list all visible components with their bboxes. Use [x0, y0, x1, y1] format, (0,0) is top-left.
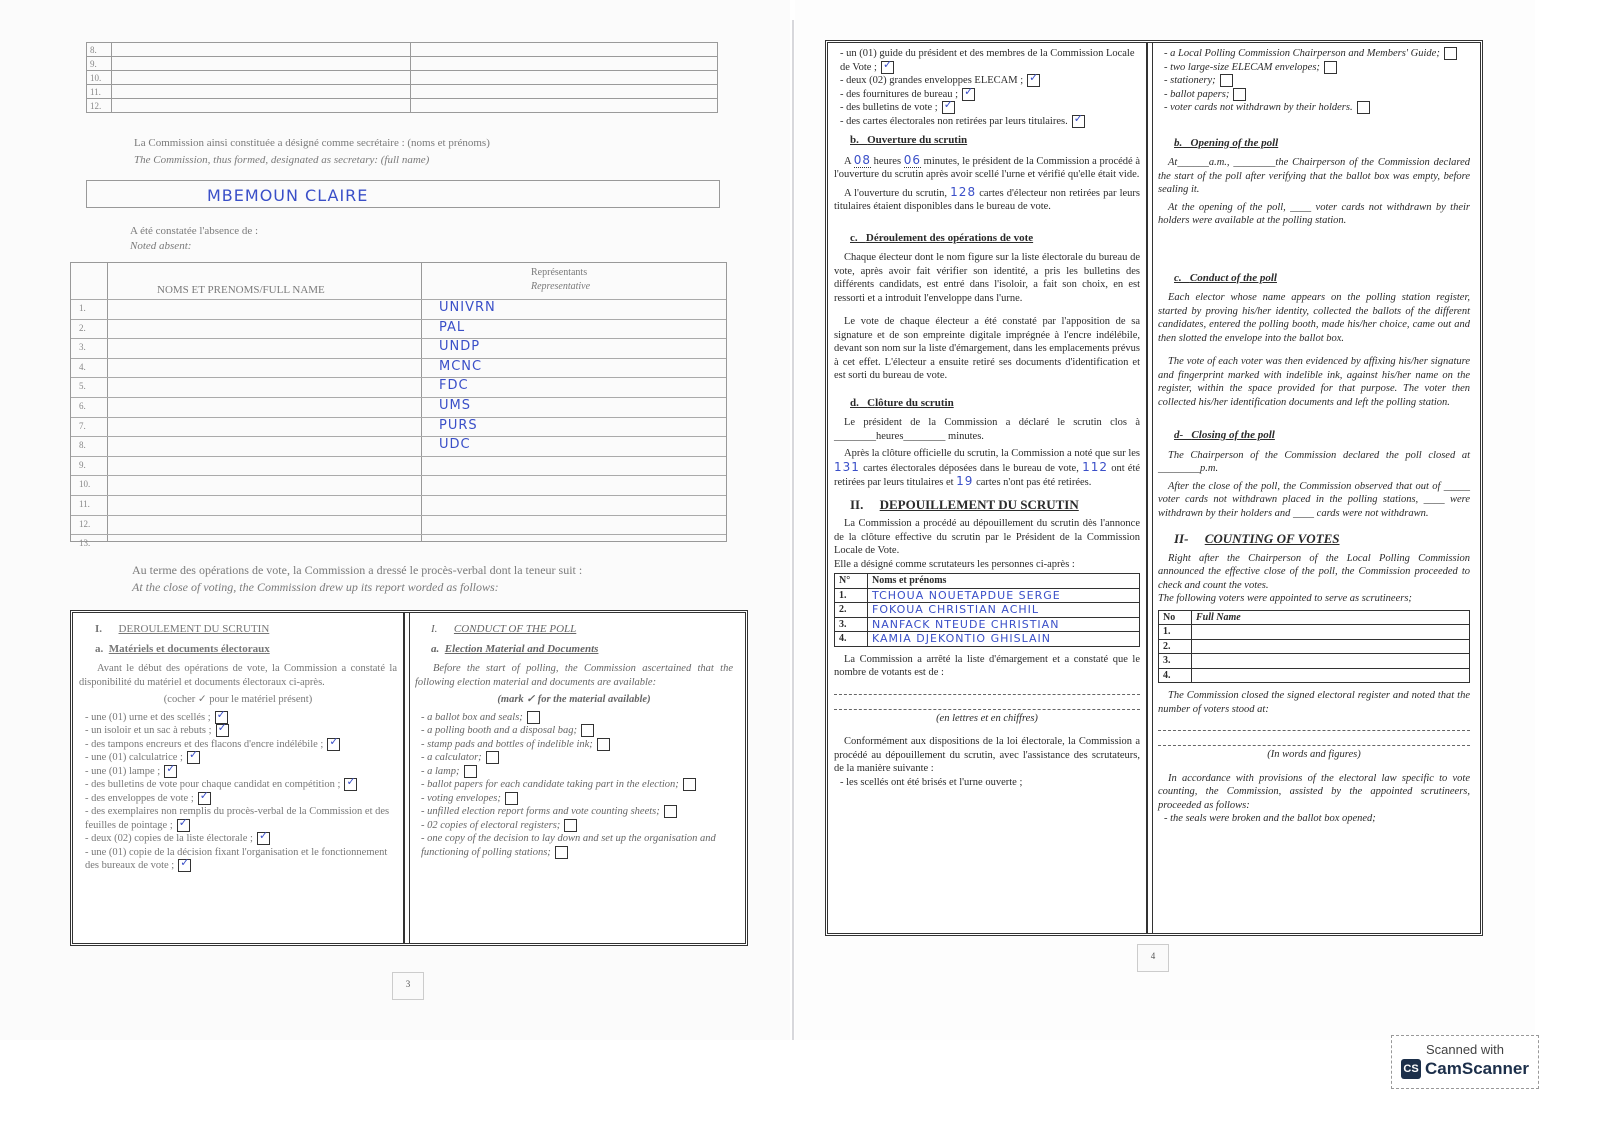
- text: cartes d'électeur non retirées par leurs titulaires étaient disponibles dans le bureau de vote.: [834, 187, 1141, 212]
- table-row: [835, 632, 1140, 647]
- heading-text: Opening of the poll: [1190, 136, 1279, 149]
- header-no: No: [1159, 610, 1192, 625]
- checklist-item-label: - une (01) calculatrice ;: [85, 752, 183, 763]
- text: minutes, le président de la Commission a procédé à l'ouverture du scrutin après avoir scellé l'urne et vérifié qu'elle était vide.: [834, 155, 1141, 180]
- checklist-item: [79, 724, 397, 738]
- checklist-item: [834, 101, 1140, 115]
- checklist-item: [79, 832, 397, 846]
- closing-cards-text: After the close of the poll, the Commission observed that out of _____ voter cards not withdrawn placed in the polling stations, ____ were withdrawn by their holders and ____ cards were not withdrawn.: [1158, 480, 1470, 519]
- checklist-item: [415, 792, 733, 806]
- checklist-item: [834, 115, 1140, 129]
- table-row: [835, 617, 1140, 632]
- opening-heading: b. Opening of the poll: [1174, 136, 1279, 149]
- table-header-row: [1159, 610, 1470, 625]
- checklist-item-label: - ballot papers for each candidate taking part in the election;: [421, 779, 679, 790]
- checked-checkbox-icon[interactable]: [942, 101, 955, 114]
- empty-checkbox-icon[interactable]: [555, 846, 568, 859]
- header-name: Noms et prénoms: [868, 574, 1140, 589]
- checklist-item: [1158, 47, 1470, 61]
- representative-cell[interactable]: UNDP: [439, 339, 481, 355]
- cell: [411, 43, 718, 57]
- watermark-line1: Scanned with: [1425, 1042, 1505, 1057]
- checklist-item: [79, 792, 397, 806]
- fr-checklist-continued: [834, 47, 1140, 128]
- conduct-paragraph-2: Le vote de chaque électeur a été constaté par l'apposition de sa signature et de son empreinte digitale imprégnée à l'encre indélébile, devant son nom sur la liste d'émargement, dans les emplacements prévus à cet effet. L'électeur a ensuite retiré ses documents d'identification et est sorti du bureau de vote.: [834, 316, 1140, 381]
- text: heures: [873, 155, 902, 167]
- checklist-item-label: - des cartes électorales non retirées par leurs titulaires.: [840, 115, 1068, 127]
- cell: [112, 57, 411, 71]
- checklist-item-label: - des bulletins de vote pour chaque candidat en compétition ;: [85, 779, 341, 790]
- checklist-item: [79, 846, 397, 873]
- checklist-item-label: - des enveloppes de vote ;: [85, 792, 194, 804]
- cell: [411, 85, 718, 99]
- heading-text: Déroulement des opérations de vote: [865, 231, 1034, 244]
- row-number: 5.: [79, 381, 86, 392]
- checklist-item: [415, 819, 733, 833]
- table-row: [71, 456, 726, 476]
- checklist-item-label: - un isoloir et un sac à rebuts ;: [85, 725, 212, 736]
- scrutineers-table: [1158, 610, 1470, 684]
- table-row: [835, 603, 1140, 618]
- row-number: 6.: [79, 400, 86, 411]
- conduct-paragraph-2: The vote of each voter was then evidenced by affixing his/her signature and fingerprint marked with indelible ink, against his/her name on the register, within the space provided for that purpose. The voter then collected his/her identification documents and left the polling station.: [1158, 356, 1470, 408]
- row-number: 12.: [87, 99, 112, 113]
- checklist-item: [79, 805, 397, 832]
- counting-paragraph: La Commission a procédé au dépouillement du scrutin dès l'annonce de la clôture effective du scrutin par le Président de la Commission Locale de Vote.: [834, 518, 1140, 556]
- closing-time-text: The Chairperson of the Commission declared the poll closed at ________p.m.: [1158, 449, 1470, 474]
- checked-checkbox-icon[interactable]: [187, 751, 200, 764]
- checklist-item: [834, 47, 1140, 74]
- checked-checkbox-icon[interactable]: [164, 765, 177, 778]
- table-row: [71, 515, 726, 535]
- section-heading: [95, 623, 397, 637]
- cell: [112, 85, 411, 99]
- closing-heading: d- Closing of the poll: [1174, 429, 1275, 441]
- checklist-item-label: - des exemplaires non remplis du procès-verbal de la Commission et des feuilles de pointage ;: [85, 806, 390, 831]
- representative-cell[interactable]: FDC: [439, 378, 469, 394]
- checklist-item-label: - une (01) copie de la décision fixant l'organisation et le fonctionnement des bureaux de vote ;: [85, 846, 388, 871]
- opening-time-text: At______a.m., ________the Chairperson of the Commission declared the start of the poll after verifying that the ballot box was empty, before sealing it.: [1158, 157, 1470, 195]
- scrutineer-name[interactable]: NANFACK NTEUDE CHRISTIAN: [868, 617, 1140, 632]
- conduct-paragraph-1: Each elector whose name appears on the polling station register, started by proving his/her identity, collected the ballots of the different candidates, entered the polling booth, made his/her choice, came out and then slotted the envelope into the ballot box.: [1158, 292, 1470, 344]
- opening-cards-text: At the opening of the poll, ____ voter cards not withdrawn by their holders were available at the polling station.: [1158, 201, 1470, 226]
- text: A l'ouverture du scrutin,: [844, 187, 948, 199]
- empty-checkbox-icon[interactable]: [597, 738, 610, 751]
- checklist-item-label: - voting envelopes;: [421, 792, 501, 804]
- left-page: [0, 0, 790, 1040]
- heading-text: Closing of the poll: [1191, 429, 1275, 441]
- cell: [411, 99, 718, 113]
- opening-cards-text: [834, 186, 1140, 214]
- watermark-brand: [1392, 1059, 1538, 1079]
- empty-checkbox-icon[interactable]: [683, 778, 696, 791]
- empty-checkbox-icon[interactable]: [505, 792, 518, 805]
- row-number: 4.: [79, 361, 86, 372]
- right-page: [795, 0, 1535, 1040]
- table-row: [71, 299, 726, 319]
- empty-checkbox-icon[interactable]: [1324, 61, 1337, 74]
- empty-checkbox-icon[interactable]: [581, 724, 594, 737]
- instruction-text: (cocher ✓ pour le matériel présent): [163, 694, 313, 705]
- row-number: 3.: [835, 617, 868, 632]
- closing-time-text: Le président de la Commission a déclaré le scrutin clos à ________heures________ minutes.: [834, 417, 1140, 442]
- row-number: 11.: [87, 85, 112, 99]
- checklist-item-label: - a ballot box and seals;: [421, 711, 523, 723]
- empty-checkbox-icon[interactable]: [464, 765, 477, 778]
- law-paragraph: Conformément aux dispositions de la loi électorale, la Commission a procédé au dépouillement du scrutin, avec l'assistance des scrutateurs, de la manière suivante :: [834, 736, 1140, 774]
- section-number: II.: [850, 496, 864, 512]
- checklist-item-label: - des tampons encreurs et des flacons d'encre indélébile ;: [85, 738, 324, 750]
- scrutineers-table: [834, 573, 1140, 647]
- checked-checkbox-icon[interactable]: [962, 88, 975, 101]
- empty-checkbox-icon[interactable]: [486, 751, 499, 764]
- subsection-heading: [431, 643, 733, 657]
- empty-checkbox-icon[interactable]: [527, 711, 540, 724]
- closing-cards-text: [834, 447, 1140, 490]
- header-no: N°: [835, 574, 868, 589]
- opening-cards-value: 128: [950, 184, 977, 199]
- section-number: II-: [1174, 531, 1189, 546]
- representative-cell[interactable]: PURS: [439, 417, 478, 433]
- checklist-item-label: - stamp pads and bottles of indelible ink;: [421, 738, 593, 750]
- header-representative-fr: Représentants: [531, 267, 588, 278]
- header-full-name: NOMS ET PRENOMS/FULL NAME: [157, 284, 325, 296]
- scrutineer-name[interactable]: [1192, 625, 1470, 640]
- checklist-item: [834, 88, 1140, 102]
- checklist-item-label: - une (01) lampe ;: [85, 765, 161, 777]
- checklist-item-label: - ballot papers;: [1164, 88, 1230, 100]
- counting-heading: [1174, 532, 1470, 546]
- checklist-item: [79, 751, 397, 765]
- scrutineer-rows: [1159, 625, 1470, 683]
- row-number: 4.: [835, 632, 868, 647]
- checklist-item: [415, 805, 733, 819]
- table-row: [71, 417, 726, 437]
- checklist-item-label: - un (01) guide du président et des membres de la Commission Locale de Vote ;: [840, 48, 1135, 73]
- empty-checkbox-icon[interactable]: [664, 805, 677, 818]
- text: cartes électorales déposées dans le bureau de vote,: [863, 462, 1079, 474]
- row-number: 9.: [79, 459, 86, 470]
- checklist-item: [1158, 74, 1470, 88]
- representative-cell[interactable]: UMS: [439, 397, 471, 413]
- heading-text: Conduct of the poll: [1189, 271, 1277, 284]
- checklist-item-label: - stationery;: [1164, 75, 1216, 86]
- law-item: - les scellés ont été brisés et l'urne ouverte ;: [840, 776, 1023, 788]
- checklist-item-label: - a Local Polling Commission Chairperson and Members' Guide;: [1164, 48, 1440, 59]
- table-row: [835, 588, 1140, 603]
- row-number: 2.: [79, 322, 86, 333]
- conduct-heading: c. Déroulement des opérations de vote: [850, 231, 1034, 244]
- table-row: [87, 57, 718, 71]
- checked-checkbox-icon[interactable]: [881, 61, 894, 74]
- empty-checkbox-icon[interactable]: [1220, 74, 1233, 87]
- checklist-item: [415, 724, 733, 738]
- section-title: CONDUCT OF THE POLL: [453, 623, 577, 635]
- row-number: 3.: [79, 342, 86, 353]
- checked-checkbox-icon[interactable]: [344, 778, 357, 791]
- scrutineers-intro: The following voters were appointed to serve as scrutineers;: [1158, 593, 1412, 604]
- table-row: [87, 43, 718, 57]
- table-row: [1159, 639, 1470, 654]
- secretary-label-en: The Commission, thus formed, designated as secretary: (full name): [134, 154, 430, 166]
- voters-count-field[interactable]: [1158, 718, 1470, 731]
- scrutineer-name[interactable]: FOKOUA CHRISTIAN ACHIL: [868, 603, 1140, 618]
- checklist-item: [79, 711, 397, 725]
- checklist-item: [79, 738, 397, 752]
- table-row: [71, 534, 726, 554]
- checklist-item-label: - one copy of the decision to lay down and set up the organisation and functioning of polling stations;: [421, 833, 716, 858]
- checklist-item-label: - une (01) urne et des scellés ;: [85, 711, 211, 723]
- empty-checkbox-icon[interactable]: [564, 819, 577, 832]
- row-number: 1.: [835, 588, 868, 603]
- secretary-field[interactable]: [86, 180, 720, 208]
- checklist-item-label: - voter cards not withdrawn by their holders.: [1164, 102, 1353, 113]
- row-number: 11.: [79, 498, 90, 509]
- checked-checkbox-icon[interactable]: [1072, 115, 1085, 128]
- section-title: DEROULEMENT DU SCRUTIN: [118, 623, 270, 635]
- checklist-item: [415, 738, 733, 752]
- heading-text: Ouverture du scrutin: [867, 134, 968, 146]
- absence-label-en: Noted absent:: [130, 240, 192, 252]
- camscanner-logo-icon: CS: [1401, 1059, 1421, 1079]
- representative-cell[interactable]: UDC: [439, 437, 471, 453]
- checklist-item-label: - des fournitures de bureau ;: [840, 88, 959, 100]
- checklist-item-label: - deux (02) copies de la liste électorale ;: [85, 833, 253, 844]
- scrutineer-name[interactable]: [1192, 639, 1470, 654]
- voters-count-text: La Commission a arrêté la liste d'émargement et a constaté que le nombre de votants est de :: [834, 653, 1140, 678]
- fr-column: [73, 613, 403, 943]
- empty-checkbox-icon[interactable]: [1357, 101, 1370, 114]
- checklist-item: [415, 751, 733, 765]
- table-row: [71, 319, 726, 339]
- checked-checkbox-icon[interactable]: [327, 738, 340, 751]
- members-table-continuation: [86, 42, 718, 113]
- closing-intro-fr: Au terme des opérations de vote, la Commission a dressé le procès-verbal dont la teneur suit :: [132, 563, 583, 577]
- intro-text: Avant le début des opérations de vote, la Commission a constaté la disponibilité du matériel et documents électoraux ci-après.: [79, 663, 397, 688]
- row-number: 10.: [79, 479, 91, 490]
- checklist-item: [79, 778, 397, 792]
- en-column: [1152, 43, 1476, 933]
- checklist-item-label: - 02 copies of electoral registers;: [421, 819, 561, 831]
- withdrawn-cards-value: 112: [1082, 459, 1108, 474]
- checklist-item-label: - unfilled election report forms and vote counting sheets;: [421, 806, 660, 817]
- checklist-item-label: - a calculator;: [421, 752, 482, 763]
- closing-heading: d. Clôture du scrutin: [850, 396, 954, 409]
- row-number: 4.: [1159, 668, 1192, 683]
- checklist-item-label: - a lamp;: [421, 765, 460, 777]
- row-number: 13.: [79, 538, 91, 549]
- en-checklist-continued: [1158, 47, 1470, 115]
- section-title: COUNTING OF VOTES: [1204, 531, 1340, 546]
- checklist-item: [1158, 61, 1470, 75]
- section-heading: [431, 623, 733, 637]
- absence-label-fr: A été constatée l'absence de :: [130, 225, 259, 237]
- checklist-item: [415, 711, 733, 725]
- representative-cell[interactable]: UNIVRN: [439, 300, 496, 315]
- row-number: 1.: [1159, 625, 1192, 640]
- absent-table: [70, 262, 727, 549]
- row-number: 10.: [87, 71, 112, 85]
- section-number: I.: [95, 623, 103, 635]
- scrutineer-name[interactable]: KAMIA DJEKONTIO GHISLAIN: [868, 632, 1140, 647]
- cell: [411, 71, 718, 85]
- header-name: Full Name: [1192, 610, 1470, 625]
- subsection-title: Election Material and Documents: [444, 642, 599, 655]
- voters-count-field[interactable]: [834, 682, 1140, 695]
- subsection-letter: a.: [431, 642, 440, 655]
- checked-checkbox-icon[interactable]: [198, 792, 211, 805]
- fr-column: [828, 43, 1146, 933]
- checked-checkbox-icon[interactable]: [1027, 74, 1040, 87]
- subsection-letter: a.: [95, 642, 104, 655]
- section-number: I.: [431, 623, 438, 635]
- watermark-line2: CamScanner: [1425, 1059, 1529, 1078]
- text: cartes n'ont pas été retirées.: [976, 477, 1092, 488]
- table-header-row: [835, 574, 1140, 589]
- checklist-item-label: - a polling booth and a disposal bag;: [421, 725, 578, 736]
- intro-text: Before the start of polling, the Commission ascertained that the following election material and documents are available:: [415, 663, 733, 688]
- table-row: [1159, 668, 1470, 683]
- opening-hours-value: 08: [853, 152, 871, 167]
- page-number: 4: [1137, 944, 1169, 972]
- table-row: [1159, 625, 1470, 640]
- checklist-item: [415, 765, 733, 779]
- text: ont été retirées par leurs titulaires et: [834, 462, 1141, 488]
- opening-heading: b. Ouverture du scrutin: [850, 134, 968, 146]
- closing-intro-en: At the close of voting, the Commission drew up its report worded as follows:: [132, 580, 499, 594]
- en-column: [409, 613, 739, 943]
- fr-checklist: [79, 711, 397, 873]
- table-row: [87, 85, 718, 99]
- conduct-of-poll-box: [70, 610, 748, 946]
- representative-cell[interactable]: MCNC: [439, 358, 483, 374]
- voters-count-field-2[interactable]: [1158, 733, 1470, 746]
- table-row: [71, 377, 726, 397]
- table-row: [71, 338, 726, 358]
- cell: [112, 99, 411, 113]
- row-number: 7.: [79, 420, 86, 431]
- table-row: [71, 397, 726, 417]
- scrutineer-name[interactable]: TCHOUA NOUETAPDUE SERGE: [868, 588, 1140, 603]
- checked-checkbox-icon[interactable]: [177, 819, 190, 832]
- table-row: [1159, 654, 1470, 669]
- row-number: 9.: [87, 57, 112, 71]
- row-number: 3.: [1159, 654, 1192, 669]
- law-item: - the seals were broken and the ballot box opened;: [1164, 813, 1376, 824]
- empty-checkbox-icon[interactable]: [1444, 47, 1457, 60]
- camscanner-watermark: [1391, 1035, 1539, 1089]
- checked-checkbox-icon[interactable]: [178, 859, 191, 872]
- heading-text: Clôture du scrutin: [867, 396, 954, 409]
- scrutineer-rows: [835, 588, 1140, 646]
- scrutineer-name[interactable]: [1192, 654, 1470, 669]
- page-number: 3: [392, 972, 424, 1000]
- conduct-paragraph-1: Chaque électeur dont le nom figure sur la liste électorale du bureau de vote, après avoir fait vérifier son identité, a pris les bulletins des différents candidats, est entré dans l'isoloir, a fait son choix, en est ressorti et a introduit l'enveloppe dans l'urne.: [834, 252, 1140, 304]
- row-number: 8.: [87, 43, 112, 57]
- subsection-heading: [95, 643, 397, 657]
- checklist-item: [834, 74, 1140, 88]
- table-row: [71, 358, 726, 378]
- counting-paragraph: Right after the Chairperson of the Local Polling Commission announced the effective close of the poll, the Commission proceeded to check and count the votes.: [1158, 552, 1470, 591]
- text: A: [844, 155, 852, 167]
- checked-checkbox-icon[interactable]: [257, 832, 270, 845]
- checklist-item: [415, 832, 733, 859]
- absent-rows: [71, 299, 726, 554]
- not-withdrawn-cards-value: 19: [956, 474, 974, 488]
- row-number: 8.: [79, 440, 86, 451]
- empty-checkbox-icon[interactable]: [1233, 88, 1246, 101]
- table-row: [71, 436, 726, 456]
- checked-checkbox-icon[interactable]: [216, 724, 229, 737]
- report-box: [825, 40, 1483, 936]
- section-title: DEPOUILLEMENT DU SCRUTIN: [879, 496, 1079, 512]
- checklist-item-label: - des bulletins de vote ;: [840, 102, 938, 113]
- law-paragraph: In accordance with provisions of the electoral law specific to vote counting, the Commission, assisted by the appointed scrutineers, proceeded as follows:: [1158, 772, 1470, 811]
- scrutineer-name[interactable]: [1192, 668, 1470, 683]
- checklist-item-label: - two large-size ELECAM envelopes;: [1164, 61, 1320, 73]
- row-number: 1.: [79, 303, 86, 313]
- secretary-value: MBEMOUN CLAIRE: [207, 186, 369, 205]
- checklist-item-label: - deux (02) grandes enveloppes ELECAM ;: [840, 75, 1024, 86]
- conduct-heading: c. Conduct of the poll: [1174, 271, 1277, 284]
- table-row: [87, 99, 718, 113]
- counting-heading: [850, 498, 1140, 512]
- subsection-title: Matériels et documents électoraux: [108, 642, 270, 655]
- book-spine: [792, 20, 794, 1040]
- row-number: 12.: [79, 518, 91, 529]
- representative-cell[interactable]: PAL: [439, 319, 466, 335]
- voters-count-hint: (In words and figures): [1267, 749, 1361, 760]
- text: Après la clôture officielle du scrutin, la Commission a noté que sur les: [844, 448, 1140, 459]
- instruction-text: (mark ✓ for the material available): [497, 694, 651, 705]
- opening-minutes-value: 06: [903, 152, 921, 167]
- cell: [112, 71, 411, 85]
- checklist-item: [415, 778, 733, 792]
- table-row: [87, 71, 718, 85]
- en-checklist: [415, 711, 733, 860]
- total-cards-value: 131: [834, 459, 860, 474]
- cell: [411, 57, 718, 71]
- header-representative-en: Representative: [531, 281, 591, 292]
- opening-time-text: [834, 154, 1140, 182]
- table-row: [71, 495, 726, 515]
- scrutineers-intro: Elle a désigné comme scrutateurs les personnes ci-après :: [834, 558, 1075, 570]
- checklist-item: [1158, 88, 1470, 102]
- secretary-label-fr: La Commission ainsi constituée a désigné comme secrétaire : (noms et prénoms): [134, 137, 490, 149]
- voters-count-hint: (en lettres et en chiffres): [936, 712, 1038, 724]
- voters-count-field-2[interactable]: [834, 697, 1140, 710]
- cell: [112, 43, 411, 57]
- checklist-item: [1158, 101, 1470, 115]
- row-number: 2.: [1159, 639, 1192, 654]
- table-row: [71, 475, 726, 495]
- row-number: 2.: [835, 603, 868, 618]
- voters-count-text: The Commission closed the signed electoral register and noted that the number of voters stood at:: [1158, 690, 1470, 715]
